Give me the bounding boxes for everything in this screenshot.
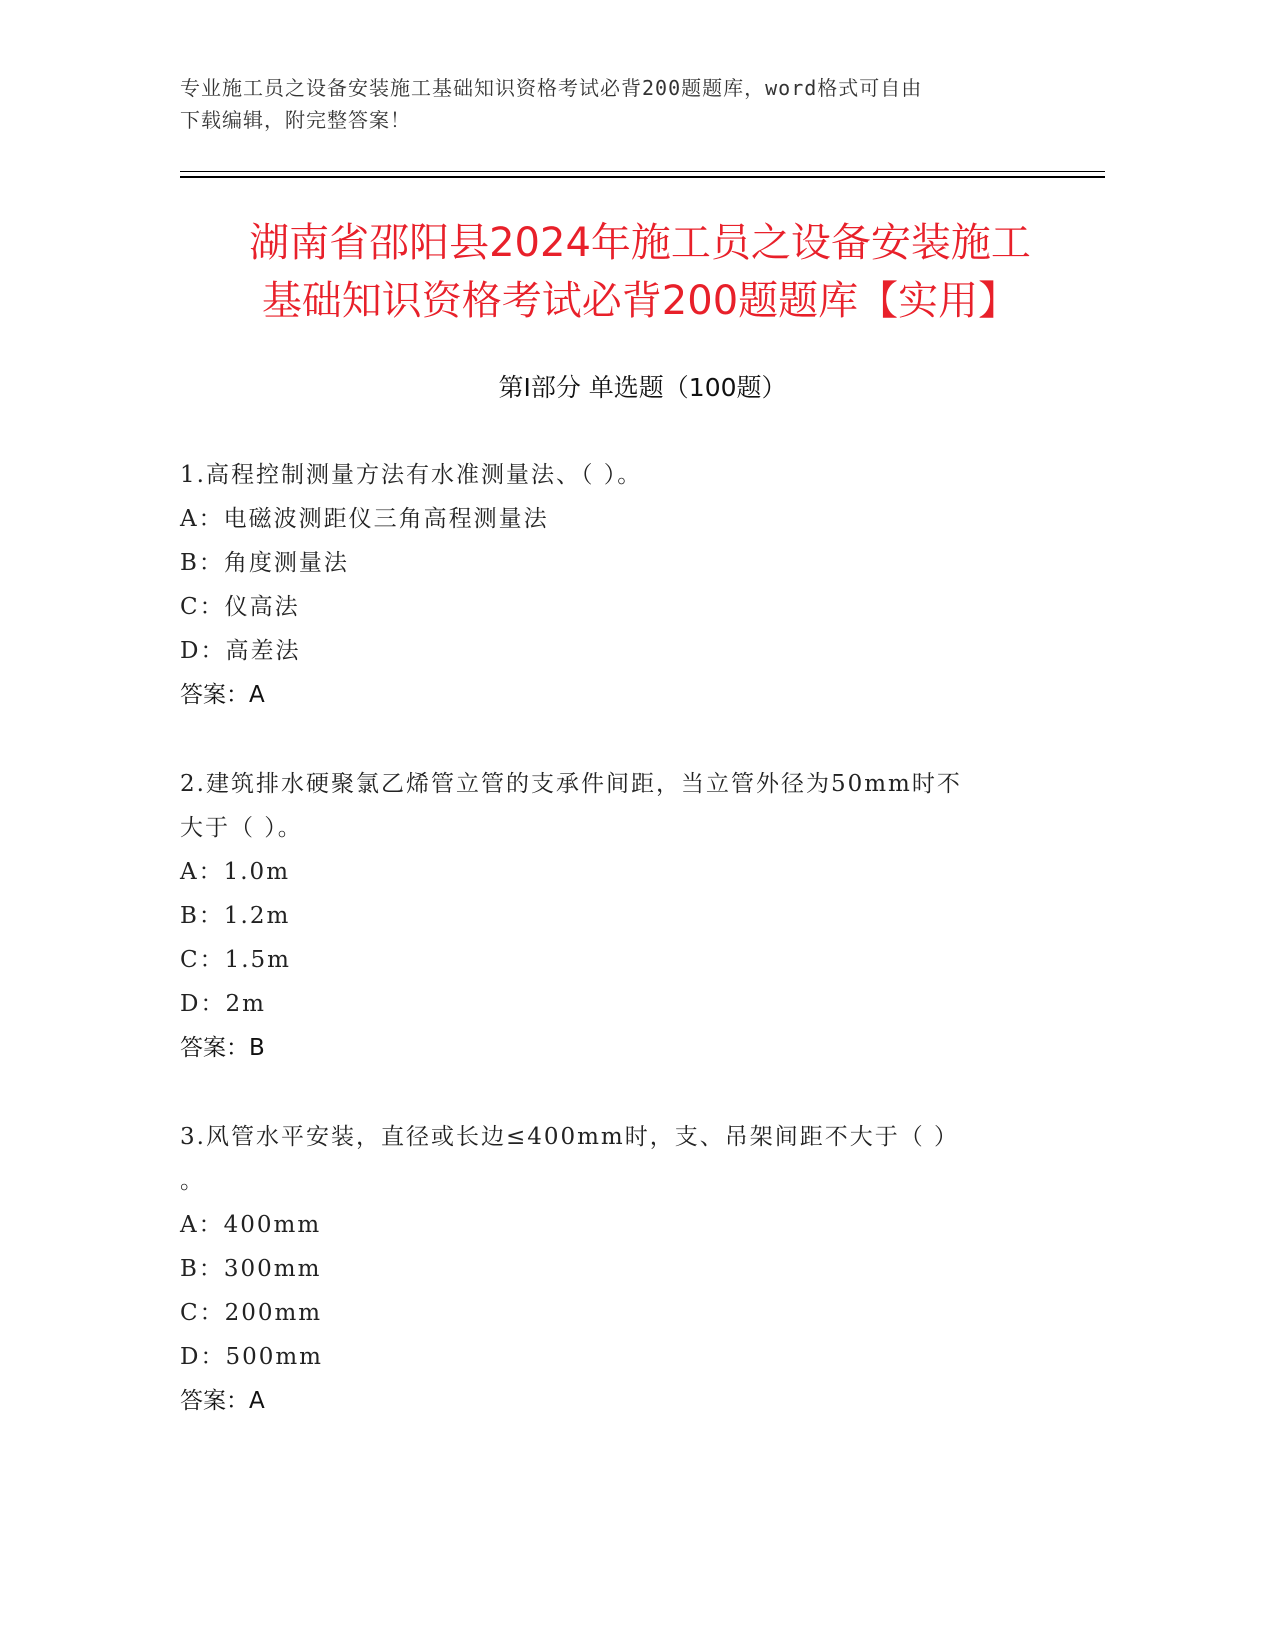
section-heading: 第Ⅰ部分 单选题（100题） [498, 373, 787, 402]
question-text: 1.高程控制测量方法有水准测量法、（ ）。 [180, 462, 643, 488]
question-2 [180, 762, 1040, 1070]
answer: 答案：A [180, 1388, 265, 1414]
header-note [180, 72, 1060, 136]
question-1 [180, 453, 1040, 717]
option-d: D：高差法 [180, 638, 301, 664]
option-b: B：300mm [180, 1256, 322, 1282]
header-divider-thick [180, 176, 1105, 178]
option-b: B：角度测量法 [180, 550, 349, 576]
option-c: C：1.5m [180, 947, 291, 973]
option-a: A：电磁波测距仪三角高程测量法 [180, 506, 549, 532]
question-3 [180, 1115, 1040, 1423]
option-c: C：200mm [180, 1300, 323, 1326]
document-title [170, 214, 1110, 330]
question-text-continued: 大于（ ）。 [180, 815, 303, 841]
document-title-line-2: 基础知识资格考试必背200题题库【实用】 [261, 278, 1019, 324]
option-d: D：500mm [180, 1344, 323, 1370]
header-divider-thin [180, 171, 1105, 172]
answer: 答案：A [180, 682, 265, 708]
option-b: B：1.2m [180, 903, 291, 929]
question-text: 2.建筑排水硬聚氯乙烯管立管的支承件间距，当立管外径为50mm时不 [180, 771, 962, 797]
option-a: A：1.0m [180, 859, 290, 885]
question-text-continued: 。 [180, 1168, 205, 1194]
option-d: D：2m [180, 991, 266, 1017]
document-title-line-1: 湖南省邵阳县2024年施工员之设备安装施工 [249, 220, 1031, 266]
option-a: A：400mm [180, 1212, 322, 1238]
question-text: 3.风管水平安装，直径或长边≤400mm时，支、吊架间距不大于（ ） [180, 1124, 960, 1150]
question-list [180, 453, 1040, 1468]
header-note-line-2: 下载编辑，附完整答案！ [180, 108, 411, 132]
option-c: C：仪高法 [180, 594, 300, 620]
header-note-line-1: 专业施工员之设备安装施工基础知识资格考试必背200题题库，word格式可自由 [180, 76, 923, 100]
answer: 答案：B [180, 1035, 265, 1061]
